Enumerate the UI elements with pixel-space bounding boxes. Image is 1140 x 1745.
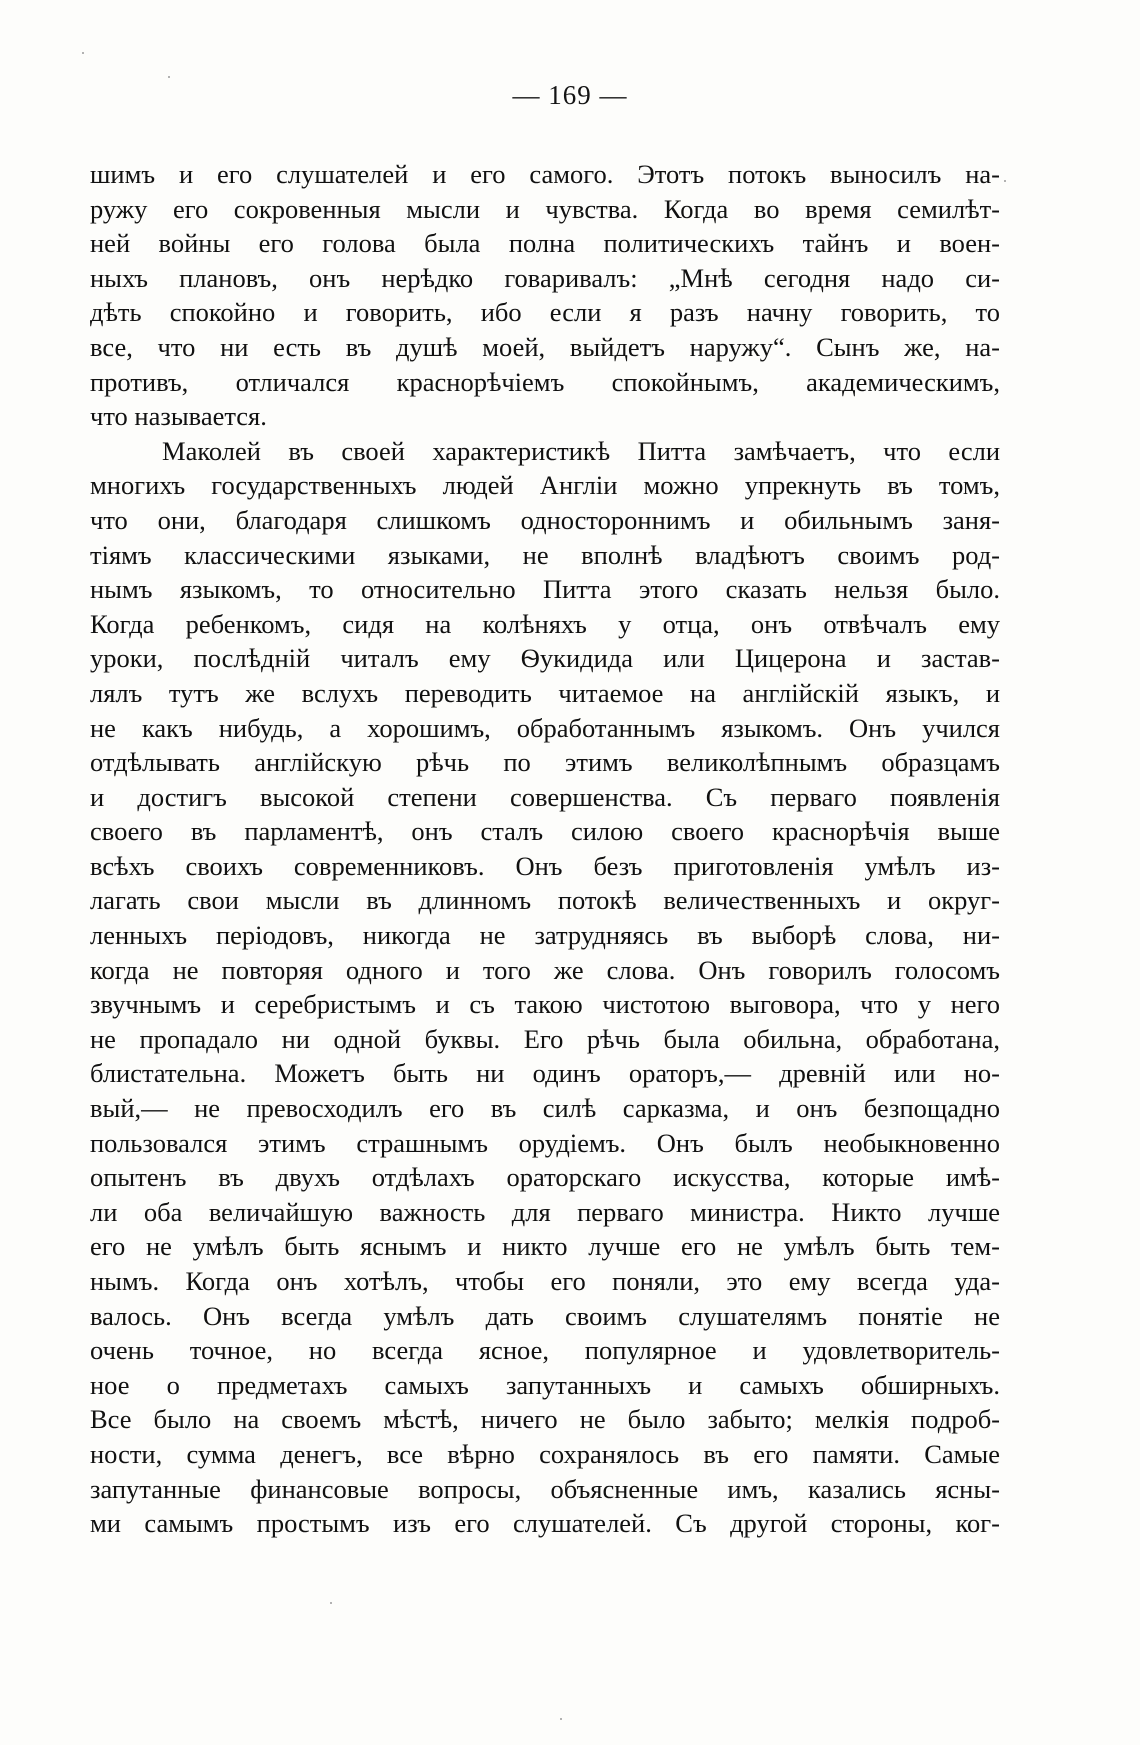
text-line: многихъ государственныхъ людей Англіи можно упрекнуть въ томъ, bbox=[90, 470, 1000, 501]
text-line: очень точное, но всегда ясное, популярное и удовлетворитель- bbox=[90, 1335, 1000, 1366]
text-line: нымъ. Когда онъ хотѣлъ, чтобы его поняли, это ему всегда уда- bbox=[90, 1266, 1000, 1296]
text-line: вый,— не превосходилъ его въ силѣ сарказма, и онъ безпощадно bbox=[90, 1093, 1000, 1124]
text-line: нымъ языкомъ, то относительно Питта этого сказать нельзя было. bbox=[90, 574, 1000, 605]
text-line: и достигъ высокой степени совершенства. Съ перваго появленія bbox=[90, 781, 1000, 812]
text-line: когда не повторяя одного и того же слова. Онъ говорилъ голосомъ bbox=[90, 954, 1000, 985]
text-line: его не умѣлъ быть яснымъ и никто лучше его не умѣлъ быть тем- bbox=[90, 1231, 1000, 1262]
text-line: опытенъ въ двухъ отдѣлахъ ораторскаго искусства, которые имѣ- bbox=[90, 1162, 1000, 1193]
text-line: что называется. bbox=[90, 401, 267, 432]
scan-speck bbox=[82, 52, 84, 54]
text-line: ми самымъ простымъ изъ его слушателей. Съ другой стороны, ког- bbox=[90, 1508, 1000, 1539]
text-line: не какъ нибудь, а хорошимъ, обработаннымъ языкомъ. Онъ учился bbox=[90, 712, 1000, 743]
body-text bbox=[90, 157, 1000, 1541]
text-line: ности, сумма денегъ, все вѣрно сохранялось въ его памяти. Самые bbox=[90, 1438, 1000, 1469]
page-number: — 169 — bbox=[512, 80, 628, 110]
text-line: Все было на своемъ мѣстѣ, ничего не было забыто; мелкія подроб- bbox=[90, 1404, 1000, 1435]
scan-speck bbox=[168, 76, 170, 78]
text-line: отдѣлывать англійскую рѣчь по этимъ великолѣпнымъ образцамъ bbox=[90, 747, 1000, 778]
text-line: запутанные финансовые вопросы, объясненные имъ, казались ясны- bbox=[90, 1473, 1000, 1504]
text-line: уроки, послѣдній читалъ ему Ѳукидида или Цицерона и застав- bbox=[90, 643, 1000, 674]
paragraph-1 bbox=[90, 157, 1000, 434]
text-line: ружу его сокровенныя мысли и чувства. Когда во время семилѣт- bbox=[90, 193, 1000, 224]
text-line: лялъ тутъ же вслухъ переводить читаемое на англійскій языкъ, и bbox=[90, 677, 1000, 708]
text-line: что они, благодаря слишкомъ одностороннимъ и обильнымъ заня- bbox=[90, 504, 1000, 535]
text-line: своего въ парламентѣ, онъ сталъ силою своего краснорѣчія выше bbox=[90, 816, 1000, 847]
text-line: противъ, отличался краснорѣчіемъ спокойнымъ, академическимъ, bbox=[90, 366, 1000, 397]
text-line: тіямъ классическими языками, не вполнѣ владѣютъ своимъ род- bbox=[90, 539, 1000, 570]
text-line: лагать свои мысли въ длинномъ потокѣ величественныхъ и округ- bbox=[90, 885, 1000, 916]
text-line: дѣть спокойно и говорить, ибо если я разъ начну говорить, то bbox=[90, 297, 1000, 328]
text-line: Когда ребенкомъ, сидя на колѣняхъ у отца, онъ отвѣчалъ ему bbox=[90, 608, 1000, 639]
text-line: звучнымъ и серебристымъ и съ такою чистотою выговора, что у него bbox=[90, 989, 1000, 1020]
text-line: всѣхъ своихъ современниковъ. Онъ безъ приготовленія умѣлъ из- bbox=[90, 850, 1000, 881]
text-line: шимъ и его слушателей и его самого. Этотъ потокъ выносилъ на- bbox=[90, 159, 1000, 189]
text-line: валось. Онъ всегда умѣлъ дать своимъ слушателямъ понятіе не bbox=[90, 1300, 1000, 1331]
text-line: все, что ни есть въ душѣ моей, выйдетъ наружу“. Сынъ же, на- bbox=[90, 331, 1000, 362]
text-line: Маколей въ своей характеристикѣ Питта замѣчаетъ, что если bbox=[162, 435, 1000, 466]
text-line: ней войны его голова была полна политическихъ тайнъ и воен- bbox=[90, 228, 1000, 259]
text-line: ное о предметахъ самыхъ запутанныхъ и самыхъ обширныхъ. bbox=[90, 1369, 1000, 1400]
text-line: блистательна. Можетъ быть ни одинъ ораторъ,— древній или но- bbox=[90, 1058, 1000, 1089]
text-line: ли оба величайшую важность для перваго министра. Никто лучше bbox=[90, 1196, 1000, 1227]
scan-speck bbox=[560, 1718, 562, 1720]
text-line: ленныхъ періодовъ, никогда не затрудняясь въ выборѣ слова, ни- bbox=[90, 920, 1000, 951]
text-line: не пропадало ни одной буквы. Его рѣчь была обильна, обработана, bbox=[90, 1023, 1000, 1054]
scan-speck bbox=[330, 1602, 332, 1604]
text-line: ныхъ плановъ, онъ нерѣдко говаривалъ: „Мнѣ сегодня надо си- bbox=[90, 262, 1000, 293]
text-line: пользовался этимъ страшнымъ орудіемъ. Онъ былъ необыкновенно bbox=[90, 1127, 1000, 1158]
paragraph-2 bbox=[90, 434, 1000, 1541]
scan-speck bbox=[1004, 180, 1006, 182]
